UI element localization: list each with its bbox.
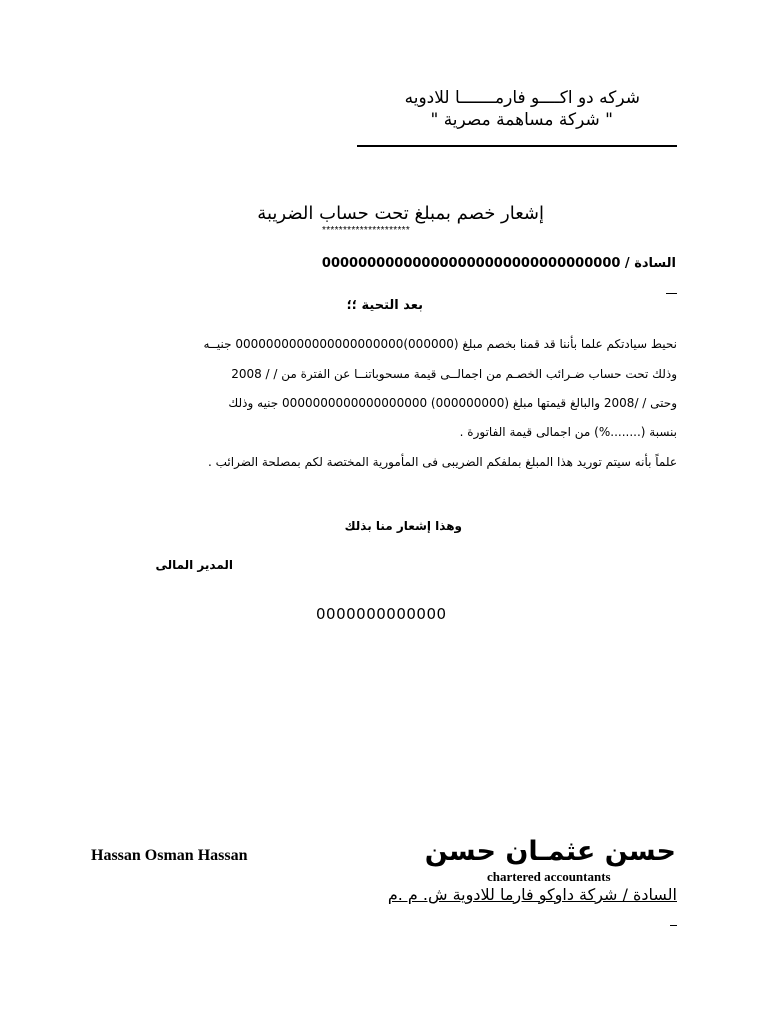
body-paragraph-line: علماً بأنه سيتم توريد هذا المبلغ بملفكم الضريبى فى المأمورية المختصة لكم بمصلحة الضرائب . [208,455,677,469]
title-stars-divider: ********************* [322,225,411,236]
body-paragraph-line: وذلك تحت حساب ضـرائب الخصـم من اجمالــى قيمة مسحوباتنــا عن الفترة من / / 2008 [231,367,677,381]
notice-title: إشعار خصم بمبلغ تحت حساب الضريبة [257,203,544,224]
accountant-name-arabic: حسن عثمـان حسن [424,836,676,867]
manager-title: المدير المالى [155,558,233,572]
body-paragraph-line: بنسبة (........%) من اجمالى قيمة الفاتورة . [459,425,677,439]
signature-value: 0000000000000 [316,605,447,623]
company-type: " شركة مساهمة مصرية " [430,110,613,130]
accountant-subtitle: chartered accountants [487,869,611,884]
small-dash-mark [670,925,677,926]
letterhead-divider [357,145,677,147]
body-paragraph-line: نحيط سيادتكم علما بأننا قد قمنا بخصم مبلغ (000000)0000000000000000000000 جنيــه [203,337,677,351]
company-name: شركه دو اكــــو فارمـــــــا للادويه [404,88,640,108]
closing-line: وهذا إشعار منا بذلك [344,519,462,533]
accountant-name-english: Hassan Osman Hassan [91,847,248,864]
greeting: بعد التحية ؛؛ [346,298,423,313]
footer-addressee: السادة / شركة داوكو فارما للادوية ش. م .م [387,885,677,904]
body-paragraph-line: وحتى / /2008 والبالغ قيمتها مبلغ (000000000) 0000000000000000000 جنيه وذلك [228,396,677,410]
addressee-line: السادة / 000000000000000000000000000000000 [321,256,676,271]
small-dash-mark [666,293,677,294]
